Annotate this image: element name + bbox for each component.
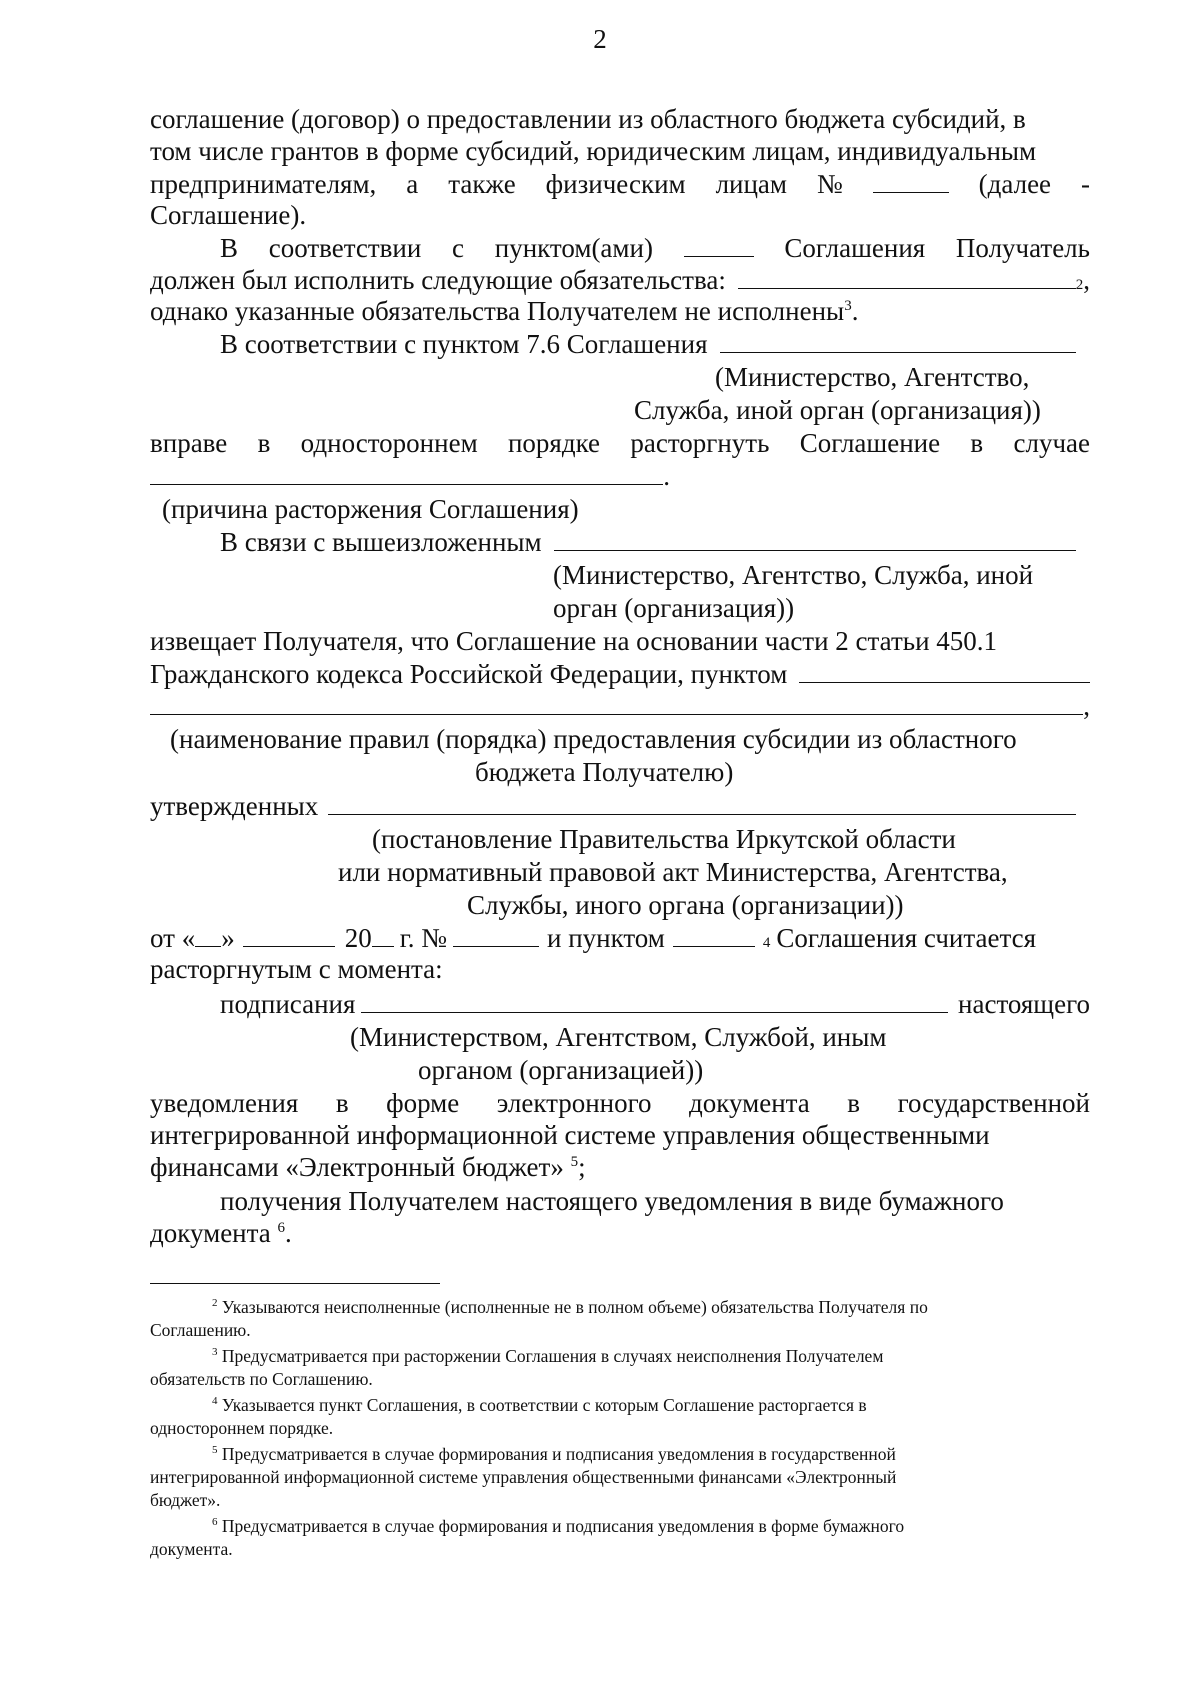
number-sign: № — [816, 169, 843, 199]
word: в — [335, 1088, 349, 1118]
text-line: том числе грантов в форме субсидий, юридическим лицам, индивидуальным — [150, 136, 1037, 166]
word: с — [452, 233, 465, 263]
field-caption: Служба, иной орган (организация)) — [634, 395, 1041, 425]
footnote-ref: 6 — [277, 1220, 285, 1236]
text-line — [220, 230, 1090, 264]
text-line — [150, 656, 1090, 690]
blank-field — [150, 458, 663, 485]
footnote-number: 6 — [212, 1516, 218, 1529]
text-line: извещает Получателя, что Соглашение на основании части 2 статьи 450.1 — [150, 626, 998, 656]
page-number: 2 — [593, 24, 607, 54]
word: уведомления — [150, 1088, 299, 1118]
text-line — [150, 688, 1090, 722]
word: в — [257, 428, 271, 458]
footnote-line — [212, 1515, 1090, 1538]
footnote-line — [212, 1394, 1090, 1417]
blank-field — [150, 688, 1083, 715]
word: (далее — [978, 169, 1052, 199]
text-fragment: Гражданского кодекса Российской Федерации, пунктом — [150, 659, 788, 689]
text-line — [150, 788, 1076, 822]
text-fragment: настоящего — [958, 989, 1090, 1019]
field-caption: органом (организацией)) — [418, 1055, 704, 1085]
word: документа — [689, 1088, 810, 1118]
footnote-number: 5 — [212, 1444, 218, 1457]
text-line — [220, 326, 1076, 360]
blank-field — [243, 920, 335, 947]
word: государственной — [897, 1088, 1090, 1118]
blank-field — [195, 920, 221, 947]
footnote-line: документа. — [150, 1539, 233, 1559]
field-caption: (наименование правил (порядка) предоставления субсидии из областного — [170, 724, 1017, 754]
text-fragment: » — [221, 923, 235, 953]
footnote-line: бюджет». — [150, 1490, 221, 1510]
footnote-line: одностороннем порядке. — [150, 1418, 334, 1438]
text-fragment: утвержденных — [150, 791, 319, 821]
text-fragment: однако указанные обязательства Получателем не исполнены — [150, 296, 845, 326]
text-fragment: подписания — [220, 989, 356, 1019]
text-line — [150, 294, 1090, 328]
text-line — [220, 524, 1076, 558]
field-caption: (Министерство, Агентство, Служба, иной — [553, 560, 1034, 590]
text-fragment: финансами «Электронный бюджет» — [150, 1152, 564, 1182]
word: Соглашение — [799, 428, 941, 458]
word: электронного — [496, 1088, 652, 1118]
word: также — [448, 169, 516, 199]
footnote-text: Указывается пункт Соглашения, в соответствии с которым Соглашение расторгается в — [221, 1395, 867, 1415]
text-line — [150, 1086, 1090, 1120]
footnote-number: 2 — [212, 1297, 218, 1310]
word: лицам — [715, 169, 788, 199]
word: вправе — [150, 428, 228, 458]
word: форме — [386, 1088, 460, 1118]
word: Получатель — [955, 233, 1090, 263]
text-line — [150, 1150, 1090, 1184]
word: физическим — [545, 169, 686, 199]
field-caption: (постановление Правительства Иркутской области — [372, 824, 956, 854]
footnote-text: Предусматривается в случае формирования и подписания уведомления в государственной — [221, 1444, 896, 1464]
word: случае — [1013, 428, 1090, 458]
field-caption: (причина расторжения Соглашения) — [162, 494, 579, 524]
text-line: получения Получателем настоящего уведомления в виде бумажного — [220, 1186, 1004, 1216]
text-line: соглашение (договор) о предоставлении из областного бюджета субсидий, в — [150, 104, 1026, 134]
blank-field — [361, 986, 948, 1013]
footnote-number: 3 — [212, 1346, 218, 1359]
word: расторгнуть — [630, 428, 770, 458]
blank-field — [372, 920, 394, 947]
text-fragment: Соглашения считается — [776, 923, 1036, 953]
word: В — [220, 233, 239, 263]
word: соответствии — [268, 233, 422, 263]
blank-field — [554, 524, 1076, 551]
text-line: от « » 20 г. № и пунктом 4 Соглашения считается — [150, 920, 1090, 954]
dash: - — [1081, 169, 1090, 199]
text-line: интегрированной информационной системе управления общественными — [150, 1120, 990, 1150]
word: порядке — [507, 428, 601, 458]
text-line — [150, 426, 1090, 460]
footnote-text: Предусматривается при расторжении Соглашения в случаях неисполнения Получателем — [221, 1346, 884, 1366]
footnote-line — [212, 1296, 1090, 1319]
word: в — [847, 1088, 861, 1118]
blank-field — [673, 920, 755, 947]
word: одностороннем — [300, 428, 478, 458]
text-fragment: должен был исполнить следующие обязательства: — [150, 265, 726, 295]
footnote-line — [212, 1345, 1090, 1368]
field-caption: (Министерством, Агентством, Службой, иным — [350, 1022, 887, 1052]
footnote-line — [212, 1443, 1090, 1466]
footnote-text: Предусматривается в случае формирования и подписания уведомления в форме бумажного — [221, 1516, 905, 1536]
blank-field — [453, 920, 539, 947]
punctuation: . — [851, 296, 859, 326]
blank-field — [720, 326, 1077, 353]
footnote-ref: 5 — [570, 1154, 579, 1170]
blank-field — [738, 262, 1076, 289]
text-fragment: и пунктом — [547, 923, 665, 953]
word: а — [406, 169, 419, 199]
punctuation: ; — [578, 1152, 586, 1182]
word: Соглашения — [784, 233, 926, 263]
field-caption: Службы, иного органа (организации)) — [467, 890, 904, 920]
text-line: расторгнутым с момента: — [150, 954, 443, 984]
punctuation: , — [1083, 691, 1090, 721]
text-fragment: г. № — [399, 923, 447, 953]
blank-field — [799, 656, 1090, 683]
footnote-ref: 3 — [844, 298, 852, 314]
blank-field — [328, 788, 1076, 815]
footnote-text: Указываются неисполненные (исполненные не в полном объеме) обязательства Получателя по — [221, 1297, 928, 1317]
footnote-line: интегрированной информационной системе управления общественными финансами «Электронный — [150, 1467, 897, 1487]
field-caption: или нормативный правовой акт Министерства, Агентства, — [338, 857, 1008, 887]
field-caption: (Министерство, Агентство, — [715, 362, 1030, 392]
blank-field — [873, 166, 949, 193]
text-line: Соглашение). — [150, 200, 307, 230]
punctuation: , — [1083, 265, 1090, 295]
blank-field — [684, 230, 754, 257]
word: пунктом(ами) — [494, 233, 653, 263]
field-caption: орган (организация)) — [553, 593, 795, 623]
punctuation: . — [285, 1218, 292, 1248]
text-fragment: В соответствии с пунктом 7.6 Соглашения — [220, 329, 708, 359]
text-fragment: 20 — [344, 923, 372, 953]
punctuation: . — [663, 461, 670, 491]
text-fragment: В связи с вышеизложенным — [220, 527, 542, 557]
text-line — [150, 458, 670, 492]
text-line — [150, 1216, 1090, 1250]
footnote-number: 4 — [212, 1395, 218, 1408]
footnote-separator — [150, 1283, 440, 1284]
text-line — [220, 986, 1090, 1020]
text-line — [150, 166, 1090, 200]
text-line: должен был исполнить следующие обязательства: 2 , — [150, 262, 1090, 296]
word: предпринимателям, — [150, 169, 377, 199]
field-caption: бюджета Получателю) — [475, 757, 734, 787]
word: в — [970, 428, 984, 458]
footnote-line: Соглашению. — [150, 1320, 251, 1340]
text-fragment: от « — [150, 923, 196, 953]
footnote-line: обязательств по Соглашению. — [150, 1369, 373, 1389]
text-fragment: документа — [150, 1218, 271, 1248]
